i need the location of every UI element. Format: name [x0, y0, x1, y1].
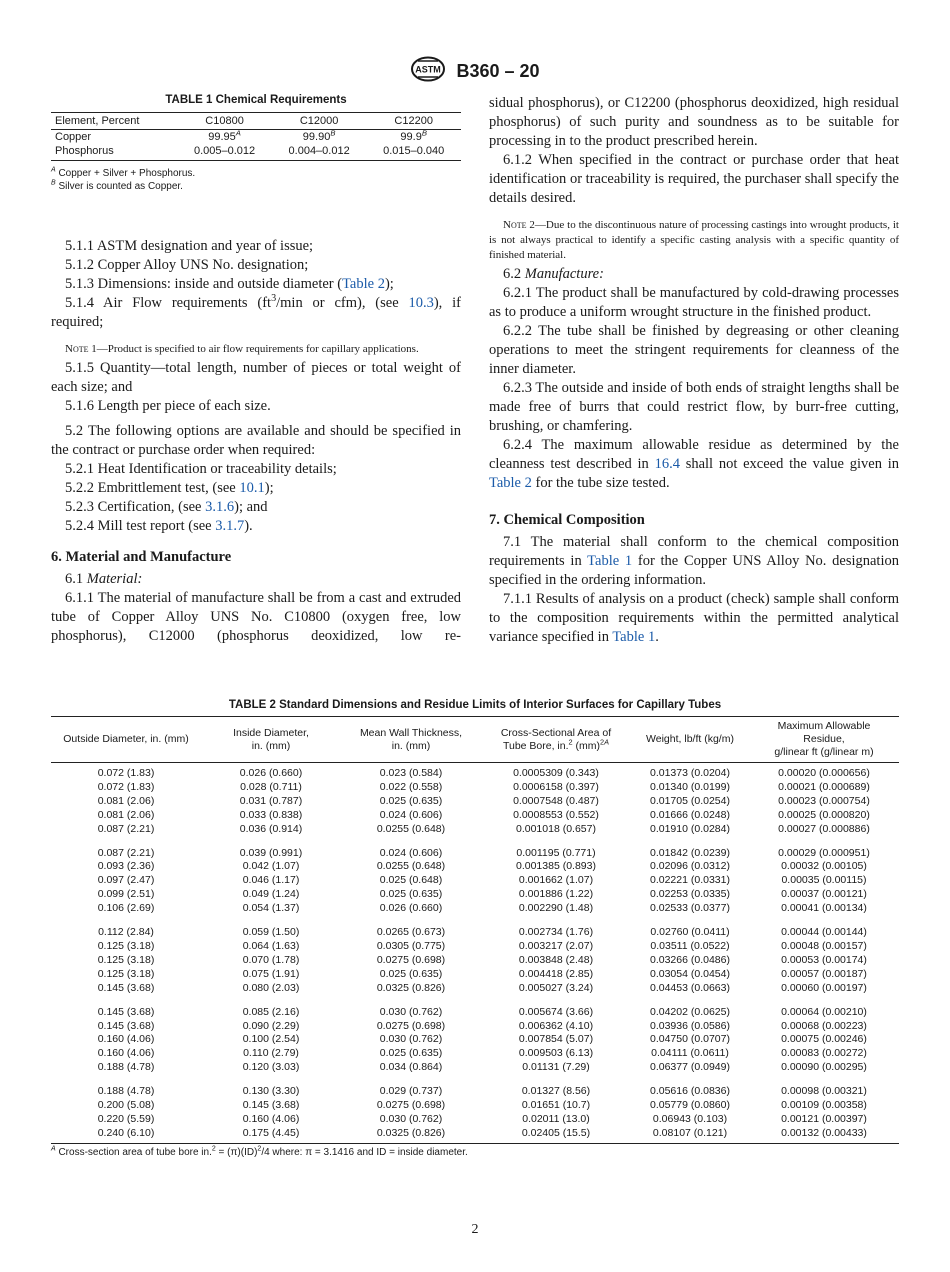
- table2-cell: 0.02760 (0.0411): [650, 926, 730, 939]
- table2-cell: 0.125 (3.18): [97, 939, 155, 952]
- section-3-1-6-link[interactable]: 3.1.6: [205, 499, 235, 515]
- table2-cell: 0.100 (2.54): [242, 1033, 300, 1046]
- table2-cell: 0.024 (0.606): [379, 846, 443, 859]
- table2-cell: 0.034 (0.864): [379, 1061, 443, 1074]
- table2-cell: 0.112 (2.84): [98, 926, 154, 939]
- table1-cell: 0.004–0.012: [272, 144, 367, 161]
- table2-row: [51, 823, 899, 837]
- table2-cell: 0.0325 (0.826): [341, 1127, 481, 1143]
- table2-row: [51, 1033, 899, 1047]
- table2-cell: 0.188 (4.78): [97, 1085, 155, 1098]
- table2-cell: 0.099 (2.51): [97, 888, 155, 901]
- table2-cell: 0.01666 (0.0248): [650, 808, 730, 821]
- paragraph-5-1-1: 5.1.1 ASTM designation and year of issue;: [65, 238, 314, 254]
- table2-row: [51, 954, 899, 968]
- table2-cell: 0.00132 (0.00433): [749, 1127, 899, 1143]
- table2-cell: 0.00068 (0.00223): [781, 1019, 867, 1032]
- table2-cell: 0.160 (4.06): [97, 1047, 155, 1060]
- table2-cell: 0.003848 (2.48): [518, 953, 594, 966]
- table2-cell: 0.03266 (0.0486): [650, 953, 730, 966]
- table2-cell: 0.005027 (3.24): [518, 981, 594, 994]
- table2-cell: 0.002734 (1.76): [518, 926, 594, 939]
- table2-cell: 0.01327 (8.56): [521, 1085, 591, 1098]
- table1-cell: $99.95^A$: [208, 128, 241, 143]
- table2-cell: 0.03054 (0.0454): [650, 967, 730, 980]
- paragraph-5-1-5: 5.1.5 Quantity—total length, number of pieces or total weight of each size; and: [51, 360, 461, 395]
- right-column: [489, 94, 899, 647]
- table2-cell: 0.125 (3.18): [97, 953, 155, 966]
- table2-cell: 0.00035 (0.00115): [781, 874, 867, 887]
- table2-cell: 0.00021 (0.000689): [778, 780, 870, 793]
- table2-header-weight: Weight, lb/ft (kg/m): [631, 717, 749, 763]
- table1: [51, 94, 461, 193]
- table2-cell: 0.009503 (6.13): [518, 1047, 594, 1060]
- table2-cell: 0.054 (1.37): [242, 902, 300, 915]
- table2-cell: 0.220 (5.59): [97, 1112, 155, 1125]
- table1-row: [51, 130, 461, 145]
- table2-cell: 0.031 (0.787): [239, 794, 303, 807]
- table2-cell: 0.046 (1.17): [242, 874, 300, 887]
- table1-cell: Copper: [55, 131, 92, 143]
- table2-cell: 0.00023 (0.000754): [778, 794, 870, 807]
- table2-cell: 0.00121 (0.00397): [781, 1112, 867, 1125]
- table2-cell: 0.0305 (0.775): [376, 939, 446, 952]
- table2-cell: 0.00064 (0.00210): [781, 1005, 867, 1018]
- table1-caption: TABLE 1 Chemical Requirements: [165, 94, 347, 106]
- table2-cell: 0.001886 (1.22): [518, 888, 594, 901]
- table2-row: [51, 860, 899, 874]
- table2-cell: 0.00032 (0.00105): [781, 860, 867, 873]
- table2: [51, 699, 899, 1158]
- table1-footnote: $^A$ Copper + Silver + Phosphorus.: [51, 166, 196, 179]
- paragraph-5-2-1: 5.2.1 Heat Identification or traceability details;: [65, 461, 337, 477]
- note-1: Note 1—Product is specified to air flow requirements for capillary applications.: [65, 343, 419, 355]
- table2-cell: 0.00090 (0.00295): [781, 1061, 867, 1074]
- table2-row: [51, 996, 899, 1020]
- table2-row: [51, 1075, 899, 1099]
- table2-header-area: Cross-Sectional Area of Tube Bore, in.$^2$ (mm)$^{2A}$: [481, 717, 631, 763]
- table2-cell: 0.033 (0.838): [239, 808, 303, 821]
- table1-grid: [51, 112, 461, 161]
- table2-cell: 0.081 (2.06): [97, 794, 155, 807]
- table2-cell: 0.05779 (0.0860): [650, 1099, 730, 1112]
- paragraph-6-2-3: 6.2.3 The outside and inside of both ends of straight lengths shall be made free of burrs that could restrict flow, by burr-free cutting, brushing, or chamfering.: [489, 380, 899, 434]
- table1-header: C12200: [366, 113, 461, 130]
- table2-row: [51, 1127, 899, 1143]
- table2-cell: 0.03511 (0.0522): [650, 939, 730, 952]
- table2-cell: 0.240 (6.10): [51, 1127, 201, 1143]
- table2-cell: 0.00075 (0.00246): [781, 1033, 867, 1046]
- paragraph-6-2-4: 6.2.4 The maximum allowable residue as determined by the cleanness test described in 16.4 shall not exceed the value given in Table 2 for the tube size tested.: [489, 437, 900, 491]
- table2-cell: 0.08107 (0.121): [631, 1127, 749, 1143]
- table2-cell: 0.00048 (0.00157): [781, 939, 867, 952]
- left-column: [51, 94, 461, 646]
- table2-cell: 0.039 (0.991): [239, 846, 303, 859]
- table2-cell: 0.072 (1.83): [97, 780, 155, 793]
- table1-header: C12000: [272, 113, 367, 130]
- table2-row: [51, 763, 899, 781]
- table2-cell: 0.001385 (0.893): [516, 860, 596, 873]
- table2-cell: 0.00041 (0.00134): [781, 902, 867, 915]
- paragraph-6-2: 6.2 Manufacture:: [503, 266, 604, 282]
- table2-cell: 0.087 (2.21): [97, 846, 155, 859]
- paragraph-7-1: 7.1 The material shall conform to the chemical composition requirements in Table 1 for the Copper UNS Alloy No. designation specified in the ordering information.: [489, 534, 899, 588]
- table2-row: [51, 968, 899, 982]
- table2-cell: 0.026 (0.660): [379, 902, 443, 915]
- paragraph-5-1-6: 5.1.6 Length per piece of each size.: [65, 398, 271, 414]
- table2-cell: 0.02096 (0.0312): [650, 860, 730, 873]
- document-designation: B360 – 20: [456, 61, 540, 81]
- table2-link[interactable]: Table 2: [342, 276, 385, 292]
- table2-cell: 0.025 (0.648): [379, 874, 443, 887]
- paragraph-5-2-3: 5.2.3 Certification, (see 3.1.6); and: [65, 499, 268, 515]
- paragraph-6-2-2: 6.2.2 The tube shall be finished by degreasing or other cleaning operations to meet the stringent requirements for cleanness of the inner diameter.: [489, 323, 899, 377]
- table2-cell: 0.00057 (0.00187): [781, 967, 867, 980]
- table2-row: [51, 916, 899, 940]
- table2-cell: 0.02221 (0.0331): [650, 874, 730, 887]
- table2-row: [51, 888, 899, 902]
- table2-cell: 0.02405 (15.5): [481, 1127, 631, 1143]
- table2-cell: 0.070 (1.78): [242, 953, 300, 966]
- paragraph-6-2-1: 6.2.1 The product shall be manufactured by cold-drawing processes as to produce a uniform wrought structure in the finished product.: [489, 285, 899, 320]
- table2-cell: 0.030 (0.762): [379, 1005, 443, 1018]
- table2-cell: 0.160 (4.06): [242, 1112, 300, 1125]
- table2-cell: 0.01651 (10.7): [521, 1099, 591, 1112]
- page-number: 2: [471, 1222, 479, 1237]
- table2-row: [51, 874, 899, 888]
- table2-cell: 0.01910 (0.0284): [650, 822, 730, 835]
- table2-row: [51, 940, 899, 954]
- table2-cell: 0.02533 (0.0377): [650, 902, 730, 915]
- section-10-1-link[interactable]: 10.1: [239, 480, 265, 496]
- table2-cell: 0.06943 (0.103): [652, 1112, 728, 1125]
- table2-cell: 0.00098 (0.00321): [781, 1085, 867, 1098]
- table2-cell: 0.06377 (0.0949): [650, 1061, 730, 1074]
- table2-cell: 0.106 (2.69): [97, 902, 155, 915]
- table2-cell: 0.01842 (0.0239): [650, 846, 730, 859]
- table2-cell: 0.04111 (0.0611): [651, 1047, 729, 1060]
- table2-cell: 0.0275 (0.698): [376, 953, 446, 966]
- table2-cell: 0.03936 (0.0586): [650, 1019, 730, 1032]
- paragraph-5-1-4: 5.1.4 Air Flow requirements ($ft^3/\min$ or cfm), (see 10.3), if required;: [51, 293, 461, 330]
- table2-cell: 0.120 (3.03): [242, 1061, 300, 1074]
- table2-cell: 0.005674 (3.66): [518, 1005, 594, 1018]
- table2-cell: 0.030 (0.762): [379, 1112, 443, 1125]
- table2-cell: 0.025 (0.635): [379, 888, 443, 901]
- table2-cell: 0.024 (0.606): [379, 808, 443, 821]
- table2-cell: 0.02011 (13.0): [522, 1112, 590, 1125]
- table2-cell: 0.00083 (0.00272): [781, 1047, 867, 1060]
- table2-cell: 0.001018 (0.657): [516, 822, 596, 835]
- table2-cell: 0.200 (5.08): [97, 1099, 155, 1112]
- table2-cell: 0.002290 (1.48): [518, 902, 594, 915]
- paragraph-6-1-1: 6.1.1 The material of manufacture shall be from a cast and extruded tube of Copper Alloy UNS No. C10800 (oxygen free, low phosphorus), C12000 (phosphorus deoxidized, low re-: [51, 590, 461, 644]
- table2-row: [51, 902, 899, 916]
- table2-grid: [51, 716, 899, 1144]
- table1-cell: Phosphorus: [51, 144, 177, 161]
- svg-text:ASTM: ASTM: [415, 64, 442, 75]
- table1-link[interactable]: Table 1: [612, 629, 656, 645]
- table2-cell: 0.025 (0.635): [379, 1047, 443, 1060]
- page-header: [0, 56, 950, 87]
- table2-cell: 0.004418 (2.85): [518, 967, 594, 980]
- table2-row: [51, 781, 899, 795]
- table2-cell: 0.028 (0.711): [240, 780, 302, 793]
- table2-cell: 0.090 (2.29): [242, 1019, 300, 1032]
- table2-header-od: Outside Diameter, in. (mm): [51, 717, 201, 763]
- paragraph-6-1-2: 6.1.2 When specified in the contract or purchase order that heat identification or traceability is required, the purchaser shall specify the details desired.: [489, 152, 899, 206]
- table2-cell: 0.04453 (0.0663): [650, 981, 730, 994]
- table2-row: [51, 1099, 899, 1113]
- section-16-4-link[interactable]: 16.4: [654, 456, 680, 472]
- table2-cell: 0.02253 (0.0335): [650, 888, 730, 901]
- table2-cell: 0.04202 (0.0625): [650, 1005, 730, 1018]
- table2-cell: 0.0325 (0.826): [376, 981, 446, 994]
- table2-cell: 0.023 (0.584): [379, 767, 443, 779]
- table2-cell: 0.0006158 (0.397): [513, 780, 599, 793]
- table2-cell: 0.145 (3.68): [97, 981, 155, 994]
- paragraph-5-2-4: 5.2.4 Mill test report (see 3.1.7).: [65, 518, 253, 534]
- table2-cell: 0.05616 (0.0836): [650, 1085, 730, 1098]
- table2-cell: 0.030 (0.762): [379, 1033, 443, 1046]
- table2-cell: 0.097 (2.47): [97, 874, 155, 887]
- table2-cell: 0.081 (2.06): [97, 808, 155, 821]
- table2-row: [51, 837, 899, 861]
- table1-row: [51, 144, 461, 161]
- table1-cell: $99.90^B$: [302, 128, 336, 143]
- table2-cell: 0.00037 (0.00121): [781, 888, 867, 901]
- table2-cell: 0.145 (3.68): [242, 1099, 300, 1112]
- paragraph-6-1: 6.1 Material:: [65, 571, 143, 587]
- table2-cell: 0.00109 (0.00358): [781, 1099, 867, 1112]
- table2-cell: 0.080 (2.03): [242, 981, 300, 994]
- table2-header-residue: Maximum Allowable Residue, g/linear ft (g/linear m): [749, 717, 899, 763]
- table2-row: [51, 982, 899, 996]
- table1-header: Element, Percent: [51, 113, 177, 130]
- note-2: Note 2—Due to the discontinuous nature of processing castings into wrought products, it is not always practical to identify a specific casting analysis with a specific quantity of finished material.: [489, 219, 899, 261]
- table2-cell: 0.026 (0.660): [239, 767, 303, 779]
- table2-cell: 0.049 (1.24): [242, 888, 300, 901]
- table2-row: [51, 795, 899, 809]
- table1-link[interactable]: Table 1: [587, 553, 633, 569]
- table2-cell: 0.00044 (0.00144): [781, 926, 867, 939]
- table1-cell: $99.9^B$: [400, 128, 427, 143]
- table2-cell: 0.003217 (2.07): [518, 939, 594, 952]
- table2-cell: 0.00025 (0.000820): [778, 808, 870, 821]
- table2-cell: 0.0005309 (0.343): [513, 767, 599, 779]
- table2-cell: 0.00020 (0.000656): [778, 767, 870, 779]
- table2-cell: 0.087 (2.21): [97, 822, 155, 835]
- table2-cell: 0.0275 (0.698): [376, 1099, 446, 1112]
- table2-cell: 0.145 (3.68): [97, 1005, 155, 1018]
- section-6-heading: 6. Material and Manufacture: [51, 549, 232, 565]
- table2-cell: 0.059 (1.50): [242, 926, 300, 939]
- table2-cell: 0.064 (1.63): [242, 939, 300, 952]
- table2-cell: 0.025 (0.635): [379, 967, 443, 980]
- table1-cell: 0.005–0.012: [177, 144, 272, 161]
- table2-cell: 0.188 (4.78): [97, 1061, 155, 1074]
- paragraph-5-1-2: 5.1.2 Copper Alloy UNS No. designation;: [65, 257, 309, 273]
- table2-cell: 0.175 (4.45): [201, 1127, 341, 1143]
- table2-link[interactable]: Table 2: [489, 475, 532, 491]
- table2-cell: 0.125 (3.18): [97, 967, 155, 980]
- table2-cell: 0.072 (1.83): [97, 767, 155, 779]
- table2-cell: 0.01340 (0.0199): [650, 780, 730, 793]
- table2-cell: 0.006362 (4.10): [518, 1019, 594, 1032]
- paragraph-7-1-1: 7.1.1 Results of analysis on a product (check) sample shall conform to the composition requirements within the permitted analytical variance specified in Table 1.: [489, 591, 899, 645]
- table2-cell: 0.001662 (1.07): [518, 874, 594, 887]
- table2-row: [51, 809, 899, 823]
- section-10-3-link[interactable]: 10.3: [408, 295, 434, 311]
- table2-cell: 0.025 (0.635): [379, 794, 443, 807]
- table2-cell: 0.01705 (0.0254): [650, 794, 730, 807]
- table2-cell: 0.001195 (0.771): [516, 846, 596, 859]
- table2-header-id: Inside Diameter, in. (mm): [201, 717, 341, 763]
- table2-cell: 0.00060 (0.00197): [781, 981, 867, 994]
- table1-header: C10800: [177, 113, 272, 130]
- paragraph-5-2-2: 5.2.2 Embrittlement test, (see 10.1);: [65, 480, 274, 496]
- table2-cell: 0.0255 (0.648): [376, 822, 446, 835]
- table2-cell: 0.00029 (0.000951): [778, 846, 870, 859]
- table1-footnote: $^B$ Silver is counted as Copper.: [51, 179, 183, 192]
- table2-cell: 0.110 (2.79): [243, 1047, 299, 1060]
- paragraph-6-1-1-continued: sidual phosphorus), or C12200 (phosphorus deoxidized, high residual phosphorus) of such purity and soundness as to be suitable for processing in to the product prescribed herein.: [489, 95, 899, 149]
- table2-cell: 0.0265 (0.673): [376, 926, 446, 939]
- table2-cell: 0.01373 (0.0204): [650, 767, 730, 779]
- table2-cell: 0.0275 (0.698): [376, 1019, 446, 1032]
- table2-row: [51, 1020, 899, 1034]
- table2-header-wall: Mean Wall Thickness, in. (mm): [341, 717, 481, 763]
- table2-cell: 0.075 (1.91): [242, 967, 300, 980]
- paragraph-5-1-3: 5.1.3 Dimensions: inside and outside diameter (Table 2);: [65, 276, 394, 292]
- table2-footnote: $^A$ Cross-section area of tube bore in.$^2$ = (π)(ID)$^2$/4 where: π = 3.1416 and ID = inside diameter.: [51, 1145, 468, 1158]
- table2-cell: 0.0255 (0.648): [376, 860, 446, 873]
- table2-cell: 0.029 (0.737): [379, 1085, 443, 1098]
- table2-cell: 0.130 (3.30): [242, 1085, 300, 1098]
- table2-row: [51, 1113, 899, 1127]
- section-3-1-7-link[interactable]: 3.1.7: [215, 518, 245, 534]
- table2-cell: 0.022 (0.558): [379, 780, 443, 793]
- table2-cell: 0.007854 (5.07): [518, 1033, 594, 1046]
- paragraph-5-2: 5.2 The following options are available and should be specified in the contract or purchase order when required:: [51, 423, 461, 458]
- table2-row: [51, 1061, 899, 1075]
- table1-cell: 0.015–0.040: [366, 144, 461, 161]
- table2-caption: TABLE 2 Standard Dimensions and Residue Limits of Interior Surfaces for Capillary Tubes: [228, 699, 722, 711]
- table2-cell: 0.0007548 (0.487): [513, 794, 599, 807]
- table2-cell: 0.0008553 (0.552): [513, 808, 599, 821]
- table2-cell: 0.093 (2.36): [97, 860, 155, 873]
- table2-cell: 0.036 (0.914): [239, 822, 303, 835]
- table2-cell: 0.00053 (0.00174): [781, 953, 867, 966]
- table2-cell: 0.160 (4.06): [97, 1033, 155, 1046]
- table2-cell: 0.00027 (0.000886): [778, 822, 870, 835]
- table2-cell: 0.04750 (0.0707): [650, 1033, 730, 1046]
- table2-cell: 0.01131 (7.29): [522, 1061, 590, 1074]
- table2-cell: 0.042 (1.07): [242, 860, 300, 873]
- table2-row: [51, 1047, 899, 1061]
- table2-cell: 0.085 (2.16): [242, 1005, 300, 1018]
- section-7-heading: 7. Chemical Composition: [489, 512, 645, 528]
- astm-logo-icon: [410, 56, 446, 87]
- table2-cell: 0.145 (3.68): [97, 1019, 155, 1032]
